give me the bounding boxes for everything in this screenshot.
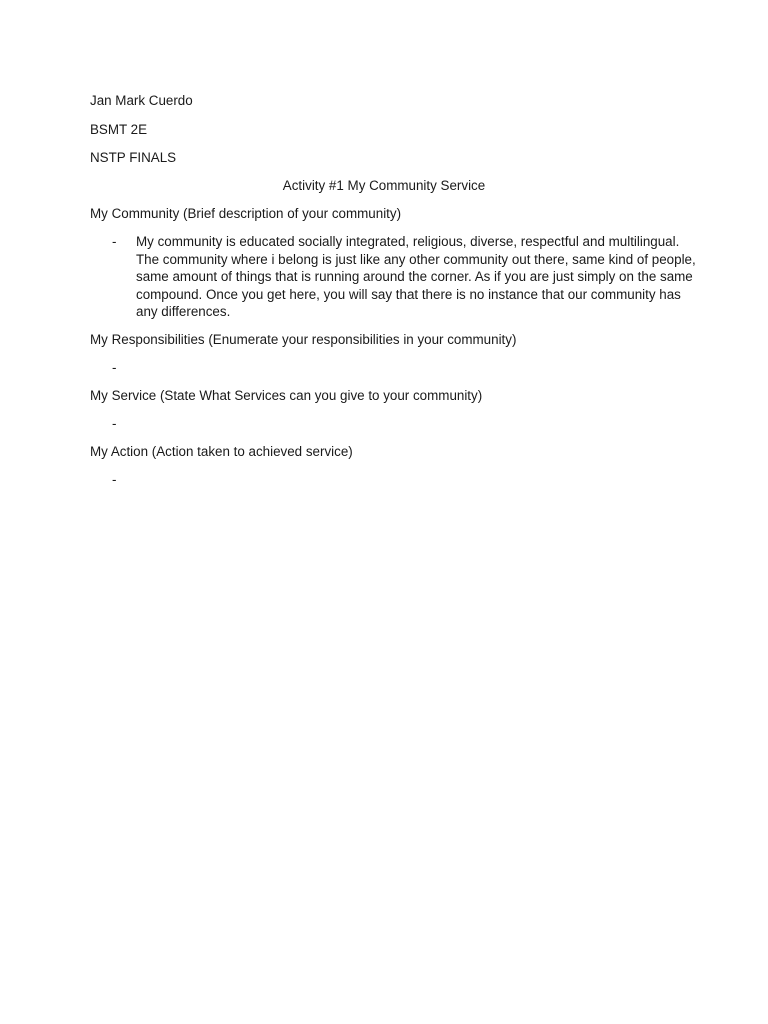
course-title: NSTP FINALS [90,150,177,165]
bullet-dash-community: - [112,234,117,249]
section-heading-responsibilities: My Responsibilities (Enumerate your responsibilities in your community) [90,332,517,347]
section-heading-service: My Service (State What Services can you give to your community) [90,388,483,403]
section-heading-action: My Action (Action taken to achieved service) [90,444,353,459]
bullet-dash-service: - [112,416,117,431]
bullet-dash-action: - [112,472,117,487]
activity-title: Activity #1 My Community Service [282,178,486,193]
bullet-dash-responsibilities: - [112,360,117,375]
author-section: BSMT 2E [90,122,148,137]
community-description: My community is educated socially integrated, religious, diverse, respectful and multilingual. The community where i belong is just like any other community out there, same kind of people, same amount of things that is running around the corner. As if you are just simply on the same compound. Once you get here, you will say that there is no instance that our community has any differences. [136,234,696,320]
section-heading-community: My Community (Brief description of your community) [90,206,402,221]
author-name: Jan Mark Cuerdo [90,93,193,108]
